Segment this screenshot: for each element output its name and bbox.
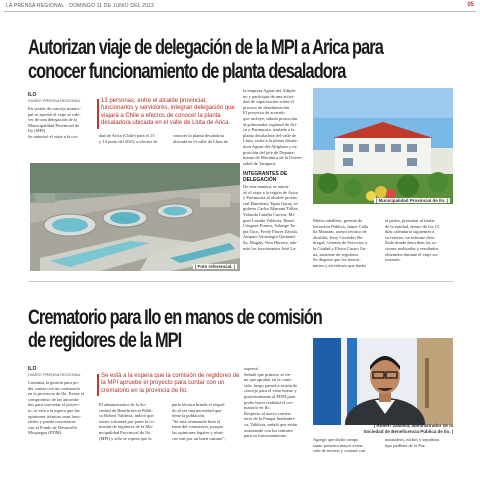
story2-col5: mausoleos, nichos y sepultura tipo jardines de la Paz. bbox=[385, 437, 439, 448]
story2-kicker: ILO bbox=[28, 366, 37, 372]
story1-col5: el perito, presentar al titular de la entidad, dentro de los 15 días calendario siguientes a su retorno, un informe deta- llado donde describan las ac- ciones realizadas y resultados obtenidos durante el viaje au- torizado. bbox=[385, 218, 440, 263]
story2-headline-line2: de regidores de la MPI bbox=[28, 329, 182, 352]
story1-col3b: De esta manera, se autori- zó el viaje a la región de Arica y Parinacota al alcalde provin- cial Humberto Tapia Garay, re- gidores Carlos Mamani Téllez, Yolanda Cutalla Cuevas, Mi- guel Lozada Valdivia, Hanet Cóngora Franco, Solange Ta- pia Taco, Fredy Flores Zavala, Amparo Verástegui Quintani- lla, Magaly Vera Herrera, ade- más los funcionarios José La- bbox=[243, 184, 299, 251]
story1-col2b: conocer la planta desaladora ubicada en el valle de Lluta de bbox=[173, 133, 228, 144]
page-number: 05 bbox=[467, 2, 474, 8]
story2-headline-line1: Crematorio para Ilo en manos de comisión bbox=[28, 306, 322, 329]
story2-pull-quote: Se está a la espera que la comisión de regidores de la MPI apruebe el proyecto para contar con un crematorio en la provincia de Ilo. bbox=[101, 373, 240, 394]
story1-headline-line2: conocer funcionamiento de planta desaladora bbox=[28, 60, 346, 83]
story1-headline-line1: Autorizan viaje de delegación de la MPI a Arica para bbox=[28, 36, 383, 59]
photo2-caption: | Municipalidad Provincial de Ilo. | bbox=[375, 198, 448, 203]
story1-col3: la empresa Aguas del Altipla- no y participar de una activi- dad de capacitación sobre el proceso de desalinización. El proyecto de acuerdo que incluye, saludo protocolar al gobernador regional de Ari- ca y Parinacota, traslado a la planta desaladora del valle de Lluta, visita a la planta desala- dora Aguas del Altiplano y ex- posición del jefe de Departa- mento de Mecánica de la Univer- sidad de Tarapacá. bbox=[243, 88, 304, 166]
story2-col3: expresó. Señaló que primero se tie- ne que aprobar en la comi- sión, luego pasará a sesión de concejo para el visto bueno y posteriormente al FDM para poder hacer realidad el cre- matorio en Ilo. Respecto al nuevo cemen- terio de la Pampa Inalámbri- ca, Valdivia, señaló que están avanzando con los trámites para su funcionamiento. bbox=[244, 366, 298, 439]
municipal-building-photo bbox=[313, 88, 453, 204]
story2-col2b: parte técnica brinde el respal- do al ser una necesidad que tiene la población. "Se está avanzando bien el tema del crematorio, porque las opiniones legales y técni- cas van por un buen camino", bbox=[172, 402, 226, 441]
story1-pull-quote: 13 personas, entre el alcalde provincial, funcionarios y servidores, integran delegación que viajará a Chile a efectos de conocer la planta desaladora ubicada en el valle de Lluta de Arica. bbox=[101, 98, 235, 127]
photo3-caption: | Robert Valdivia, administrador de la Sociedad de Beneficencia Pública de Ilo. | bbox=[363, 423, 453, 434]
section-divider bbox=[28, 281, 454, 282]
portrait-photo bbox=[313, 338, 453, 425]
header-divider bbox=[4, 11, 476, 12]
story2-kicker-sub: DIARIO PRENSA REGIONAL bbox=[28, 372, 81, 377]
story2-col1: Continúa la gestión para po- der contar con un crematorio en la provincia de Ilo. Existe el compromiso de las autorida- des para concretar el proyec- to, se está a la espera que las opiniones técnicas sean favo- rables y pueda concretarse con el Fondo de Desarrollo Moquegua (FDM). bbox=[28, 380, 85, 436]
story1-kicker: ILO bbox=[28, 92, 37, 98]
story2-quote-bar bbox=[97, 374, 99, 396]
story1-col4: Motta caballero, gerente de Inversión Pública; Jaime Calla lla Mamani, asesor técnico de alcaldía; Jerry Caviedes Be- dregal, Gerente de Servicios a la Ciudad y Elvira Castro Gu- na, asistente de regidores. Se dispone que los funcio- narios y servidores que harán bbox=[313, 218, 369, 268]
photo1-caption: | Foto referencial. | bbox=[194, 264, 235, 269]
story1-col2a: dad de Arica (Chile) para el 13 y 14 junio del 2023, a efectos de bbox=[99, 133, 158, 144]
story1-quote-bar bbox=[97, 99, 99, 129]
story2-col4: Agregó que dicho campo santo presenta mayor exten- sión de terreno y contará con bbox=[313, 437, 366, 454]
story1-subhead: INTEGRANTES DE DELEGACIÓN bbox=[243, 171, 288, 183]
newspaper-masthead-line: LA PRENSA REGIONAL · DOMINGO 11 DE JUNIO DEL 2023 bbox=[6, 3, 154, 9]
story1-col1: En sesión de concejo munici- pal se aprobó el viaje al vale- ver de una delegación de la Municipalidad Provincial de Ilo (MPI). Se autorizó el viaje a la ciu- bbox=[28, 106, 81, 139]
story2-col2a: El administrador de la So- ciedad de Beneficencia Públi- ca Robert Valdivia, indicó que existe voluntad por parte la co- misión de regidores de la Mu- nicipalidad Provincial de Ilo (MPI) y sólo se espera que la bbox=[99, 402, 155, 441]
story1-kicker-sub: DIARIO PRENSA REGIONAL bbox=[28, 98, 81, 103]
desalination-plant-photo bbox=[30, 163, 240, 271]
